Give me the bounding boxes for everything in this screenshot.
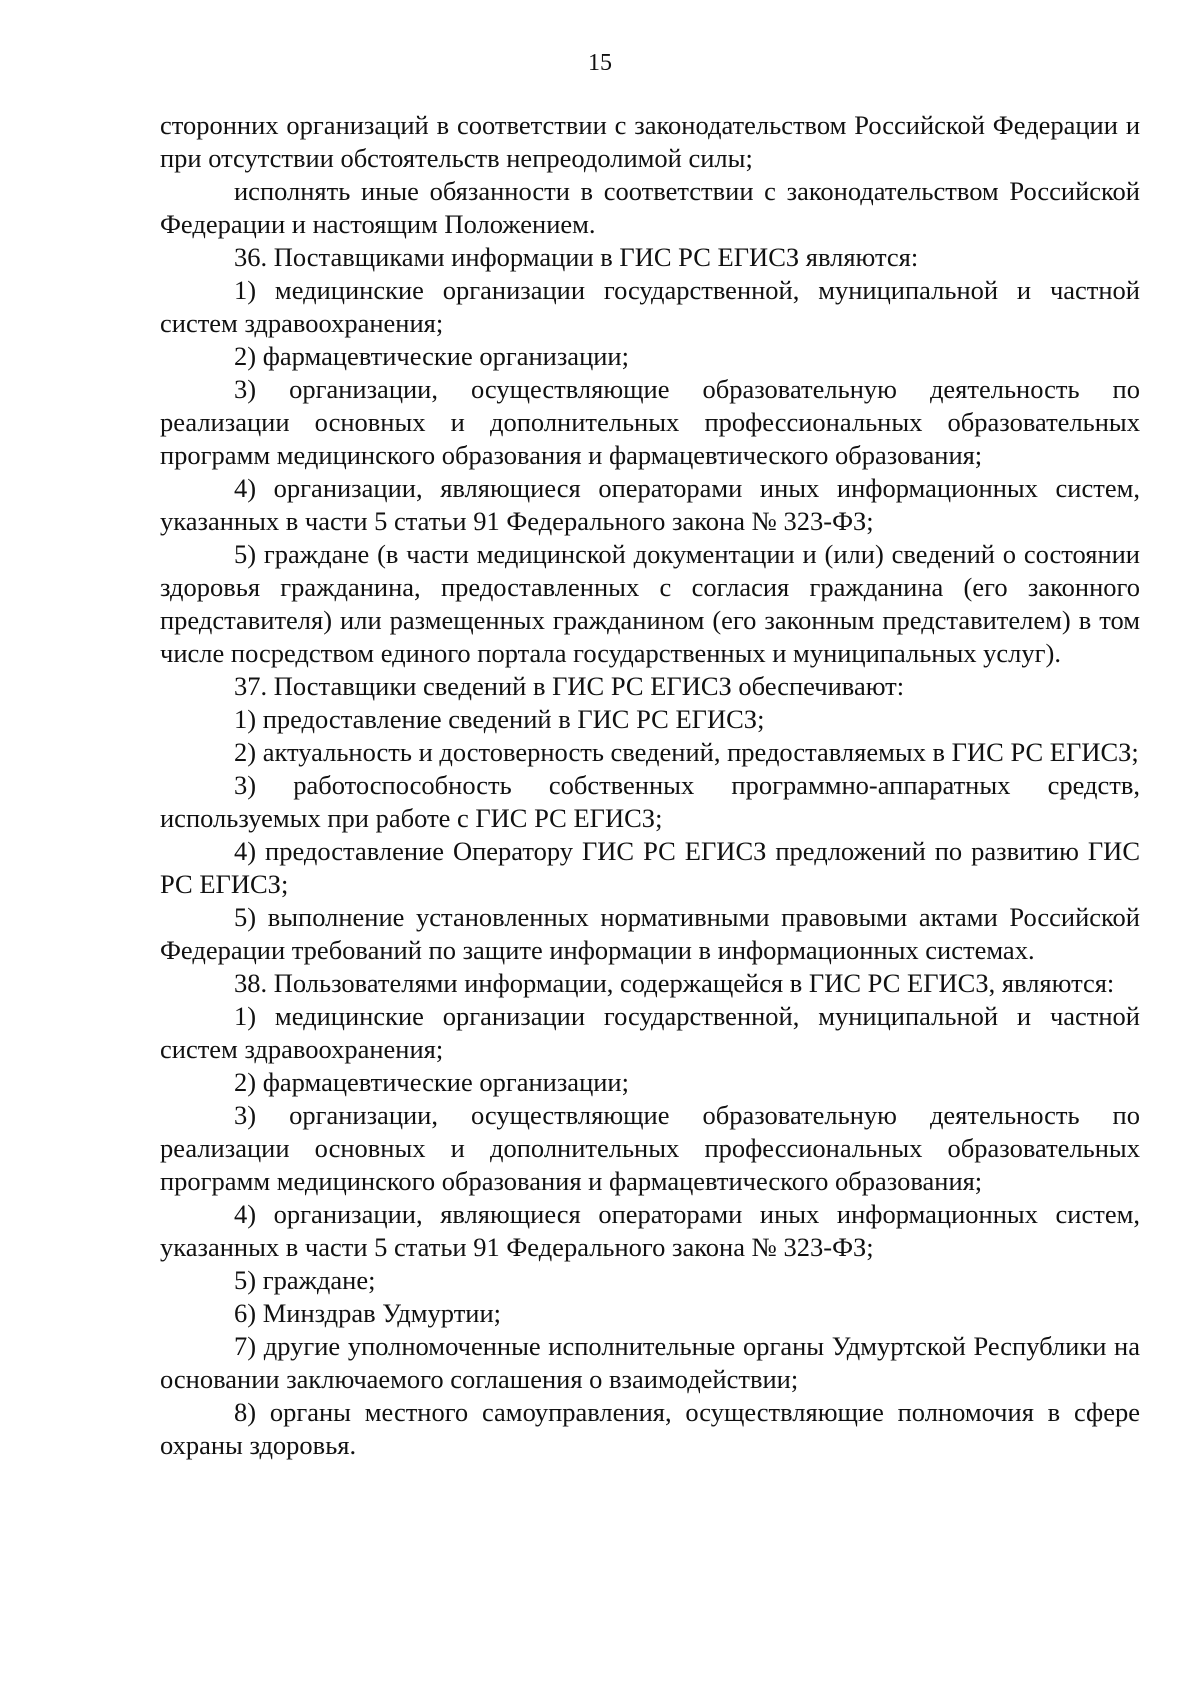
clause-36-heading: 36. Поставщиками информации в ГИС РС ЕГИСЗ являются: [234,242,919,272]
clause-37-item-3: 3) работоспособность собственных программно-аппаратных средств, используемых при работе с ГИС РС ЕГИСЗ; [160,770,1140,833]
clause-36-item-3: 3) организации, осуществляющие образовательную деятельность по реализации основных и дополнительных профессиональных образовательных программ медицинского образования и фармацевтического образования; [160,374,1140,470]
clause-37-item-1: 1) предоставление сведений в ГИС РС ЕГИСЗ; [234,704,765,734]
clause-36-item-2: 2) фармацевтические организации; [234,341,629,371]
clause-38-heading: 38. Пользователями информации, содержащейся в ГИС РС ЕГИСЗ, являются: [234,968,1115,998]
clause-36-item-5: 5) граждане (в части медицинской документации и (или) сведений о состоянии здоровья гражданина, предоставленных с согласия гражданина (его законного представителя) или размещенных гражданином (его законным представителем) в том числе посредством единого портала государственных и муниципальных услуг). [160,539,1140,668]
clause-38-item-7: 7) другие уполномоченные исполнительные органы Удмуртской Республики на основании заключаемого соглашения о взаимодействии; [160,1331,1140,1394]
clause-37-item-2: 2) актуальность и достоверность сведений, предоставляемых в ГИС РС ЕГИСЗ; [234,737,1139,767]
paragraph-obligations: исполнять иные обязанности в соответствии с законодательством Российской Федерации и настоящим Положением. [160,176,1140,239]
page-number: 15 [588,50,612,76]
clause-37-heading: 37. Поставщики сведений в ГИС РС ЕГИСЗ обеспечивают: [234,671,905,701]
clause-38-item-5: 5) граждане; [234,1265,376,1295]
clause-37-item-5: 5) выполнение установленных нормативными правовыми актами Российской Федерации требований по защите информации в информационных системах. [160,902,1140,965]
clause-36-item-4: 4) организации, являющиеся операторами иных информационных систем, указанных в части 5 статьи 91 Федерального закона № 323-ФЗ; [160,473,1140,536]
clause-37-item-4: 4) предоставление Оператору ГИС РС ЕГИСЗ предложений по развитию ГИС РС ЕГИСЗ; [160,836,1140,899]
clause-36-item-1: 1) медицинские организации государственной, муниципальной и частной систем здравоохранения; [160,275,1140,338]
paragraph-continuation: сторонних организаций в соответствии с законодательством Российской Федерации и при отсутствии обстоятельств непреодолимой силы; [160,110,1140,173]
document-body [160,109,1140,1462]
clause-38-item-4: 4) организации, являющиеся операторами иных информационных систем, указанных в части 5 статьи 91 Федерального закона № 323-ФЗ; [160,1199,1140,1262]
clause-38-item-6: 6) Минздрав Удмуртии; [234,1298,502,1328]
clause-38-item-2: 2) фармацевтические организации; [234,1067,629,1097]
clause-38-item-8: 8) органы местного самоуправления, осуществляющие полномочия в сфере охраны здоровья. [160,1397,1140,1460]
clause-38-item-1: 1) медицинские организации государственной, муниципальной и частной систем здравоохранения; [160,1001,1140,1064]
clause-38-item-3: 3) организации, осуществляющие образовательную деятельность по реализации основных и дополнительных профессиональных образовательных программ медицинского образования и фармацевтического образования; [160,1100,1140,1196]
